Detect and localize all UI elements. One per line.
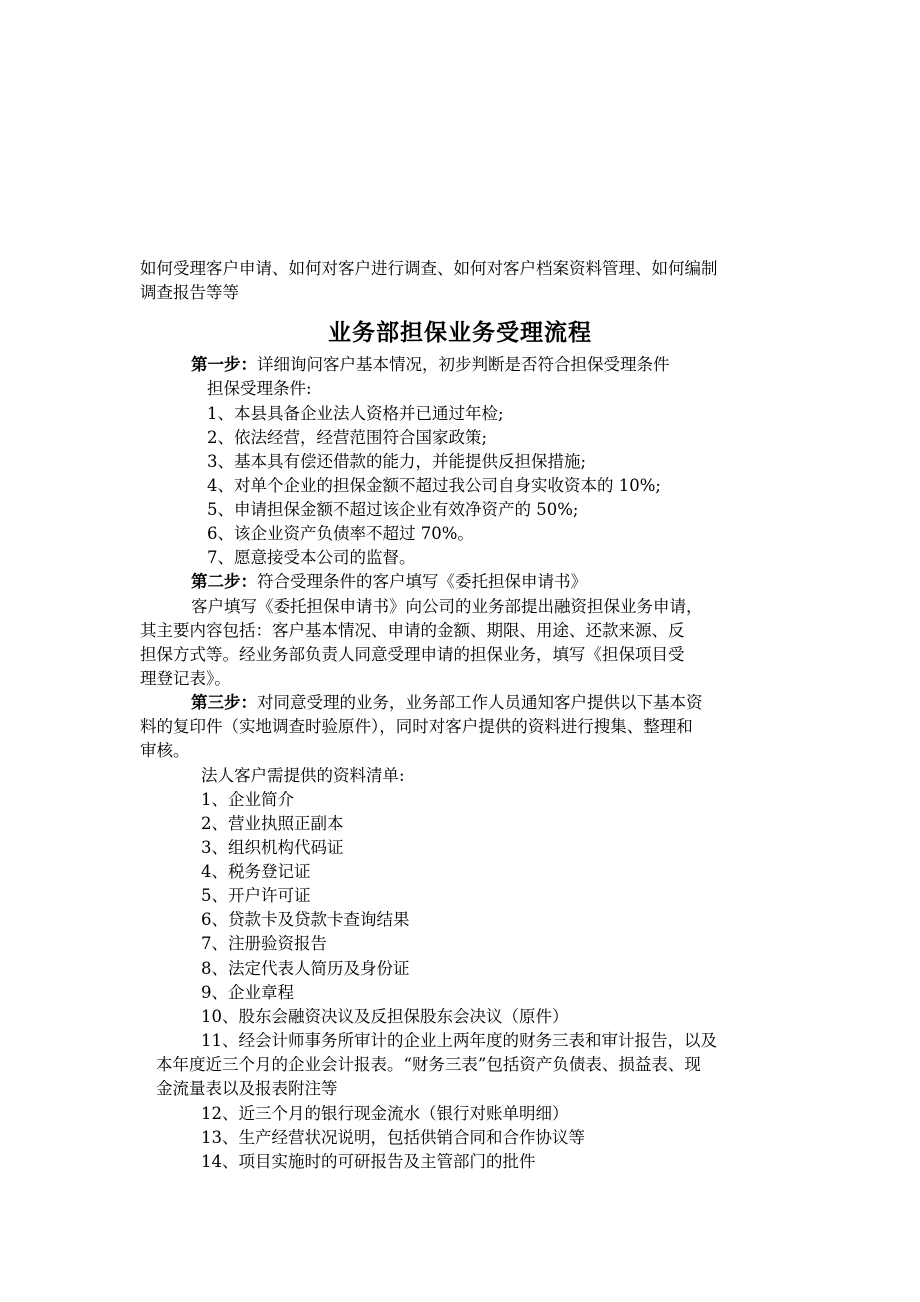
list-item: 9、企业章程 <box>201 983 294 1002</box>
step1-line <box>191 353 670 377</box>
list-item: 3、组织机构代码证 <box>201 838 344 857</box>
condition-item: 5、申请担保金额不超过该企业有效净资产的 50%; <box>207 500 579 519</box>
list-heading: 法人客户需提供的资料清单: <box>201 766 405 785</box>
step1-text: 详细询问客户基本情况，初步判断是否符合担保受理条件 <box>257 355 670 374</box>
step2-text: 符合受理条件的客户填写《委托担保申请书》 <box>257 572 587 591</box>
step3-paragraph-line: 审核。 <box>140 741 190 760</box>
list-item: 7、注册验资报告 <box>201 934 327 953</box>
step3-paragraph-line: 料的复印件（实地调查时验原件），同时对客户提供的资料进行搜集、整理和 <box>140 717 693 736</box>
condition-item: 2、依法经营，经营范围符合国家政策; <box>207 428 488 447</box>
list-item: 1、企业简介 <box>201 790 294 809</box>
list-item: 14、项目实施时的可研报告及主管部门的批件 <box>201 1152 536 1171</box>
condition-item: 3、基本具有偿还借款的能力，并能提供反担保措施; <box>207 452 587 471</box>
step2-paragraph-line: 客户填写《委托担保申请书》向公司的业务部提出融资担保业务申请， <box>191 597 703 616</box>
list-item: 13、生产经营状况说明，包括供销合同和合作协议等 <box>201 1128 585 1147</box>
list-item-11-line: 金流量表以及报表附注等 <box>156 1079 338 1098</box>
step1-label: 第一步： <box>191 355 257 374</box>
condition-item: 6、该企业资产负债率不超过 70%。 <box>207 524 474 543</box>
condition-item: 1、本县具备企业法人资格并已通过年检; <box>207 404 504 423</box>
step2-paragraph-line: 其主要内容包括：客户基本情况、申请的金额、期限、用途、还款来源、反 <box>140 621 685 640</box>
step2-paragraph-line: 理登记表》。 <box>140 669 231 688</box>
list-item: 4、税务登记证 <box>201 862 311 881</box>
conditions-heading: 担保受理条件: <box>207 379 312 398</box>
list-item: 12、近三个月的银行现金流水（银行对账单明细） <box>201 1104 569 1123</box>
page-title: 业务部担保业务受理流程 <box>328 320 592 346</box>
list-item: 8、法定代表人简历及身份证 <box>201 959 410 978</box>
step2-line <box>191 570 587 594</box>
list-item: 5、开户许可证 <box>201 886 311 905</box>
step2-paragraph-line: 担保方式等。经业务部负责人同意受理申请的担保业务，填写《担保项目受 <box>140 645 685 664</box>
intro-line-1: 如何受理客户申请、如何对客户进行调查、如何对客户档案资料管理、如何编制 <box>140 259 718 278</box>
step3-line <box>191 691 703 715</box>
list-item: 10、股东会融资决议及反担保股东会决议（原件） <box>201 1007 569 1026</box>
step3-label: 第三步： <box>191 693 257 712</box>
condition-item: 4、对单个企业的担保金额不超过我公司自身实收资本的 10%; <box>207 476 661 495</box>
list-item-11-line: 本年度近三个月的企业会计报表。“财务三表”包括资产负债表、损益表、现 <box>156 1055 701 1074</box>
intro-line-2: 调查报告等等 <box>140 283 239 302</box>
condition-item: 7、愿意接受本公司的监督。 <box>207 548 416 567</box>
step3-first-line: 对同意受理的业务，业务部工作人员通知客户提供以下基本资 <box>257 693 703 712</box>
step2-label: 第二步： <box>191 572 257 591</box>
list-item: 6、贷款卡及贷款卡查询结果 <box>201 910 410 929</box>
list-item-11-line: 11、经会计师事务所审计的企业上两年度的财务三表和审计报告，以及 <box>201 1031 717 1050</box>
list-item: 2、营业执照正副本 <box>201 814 344 833</box>
